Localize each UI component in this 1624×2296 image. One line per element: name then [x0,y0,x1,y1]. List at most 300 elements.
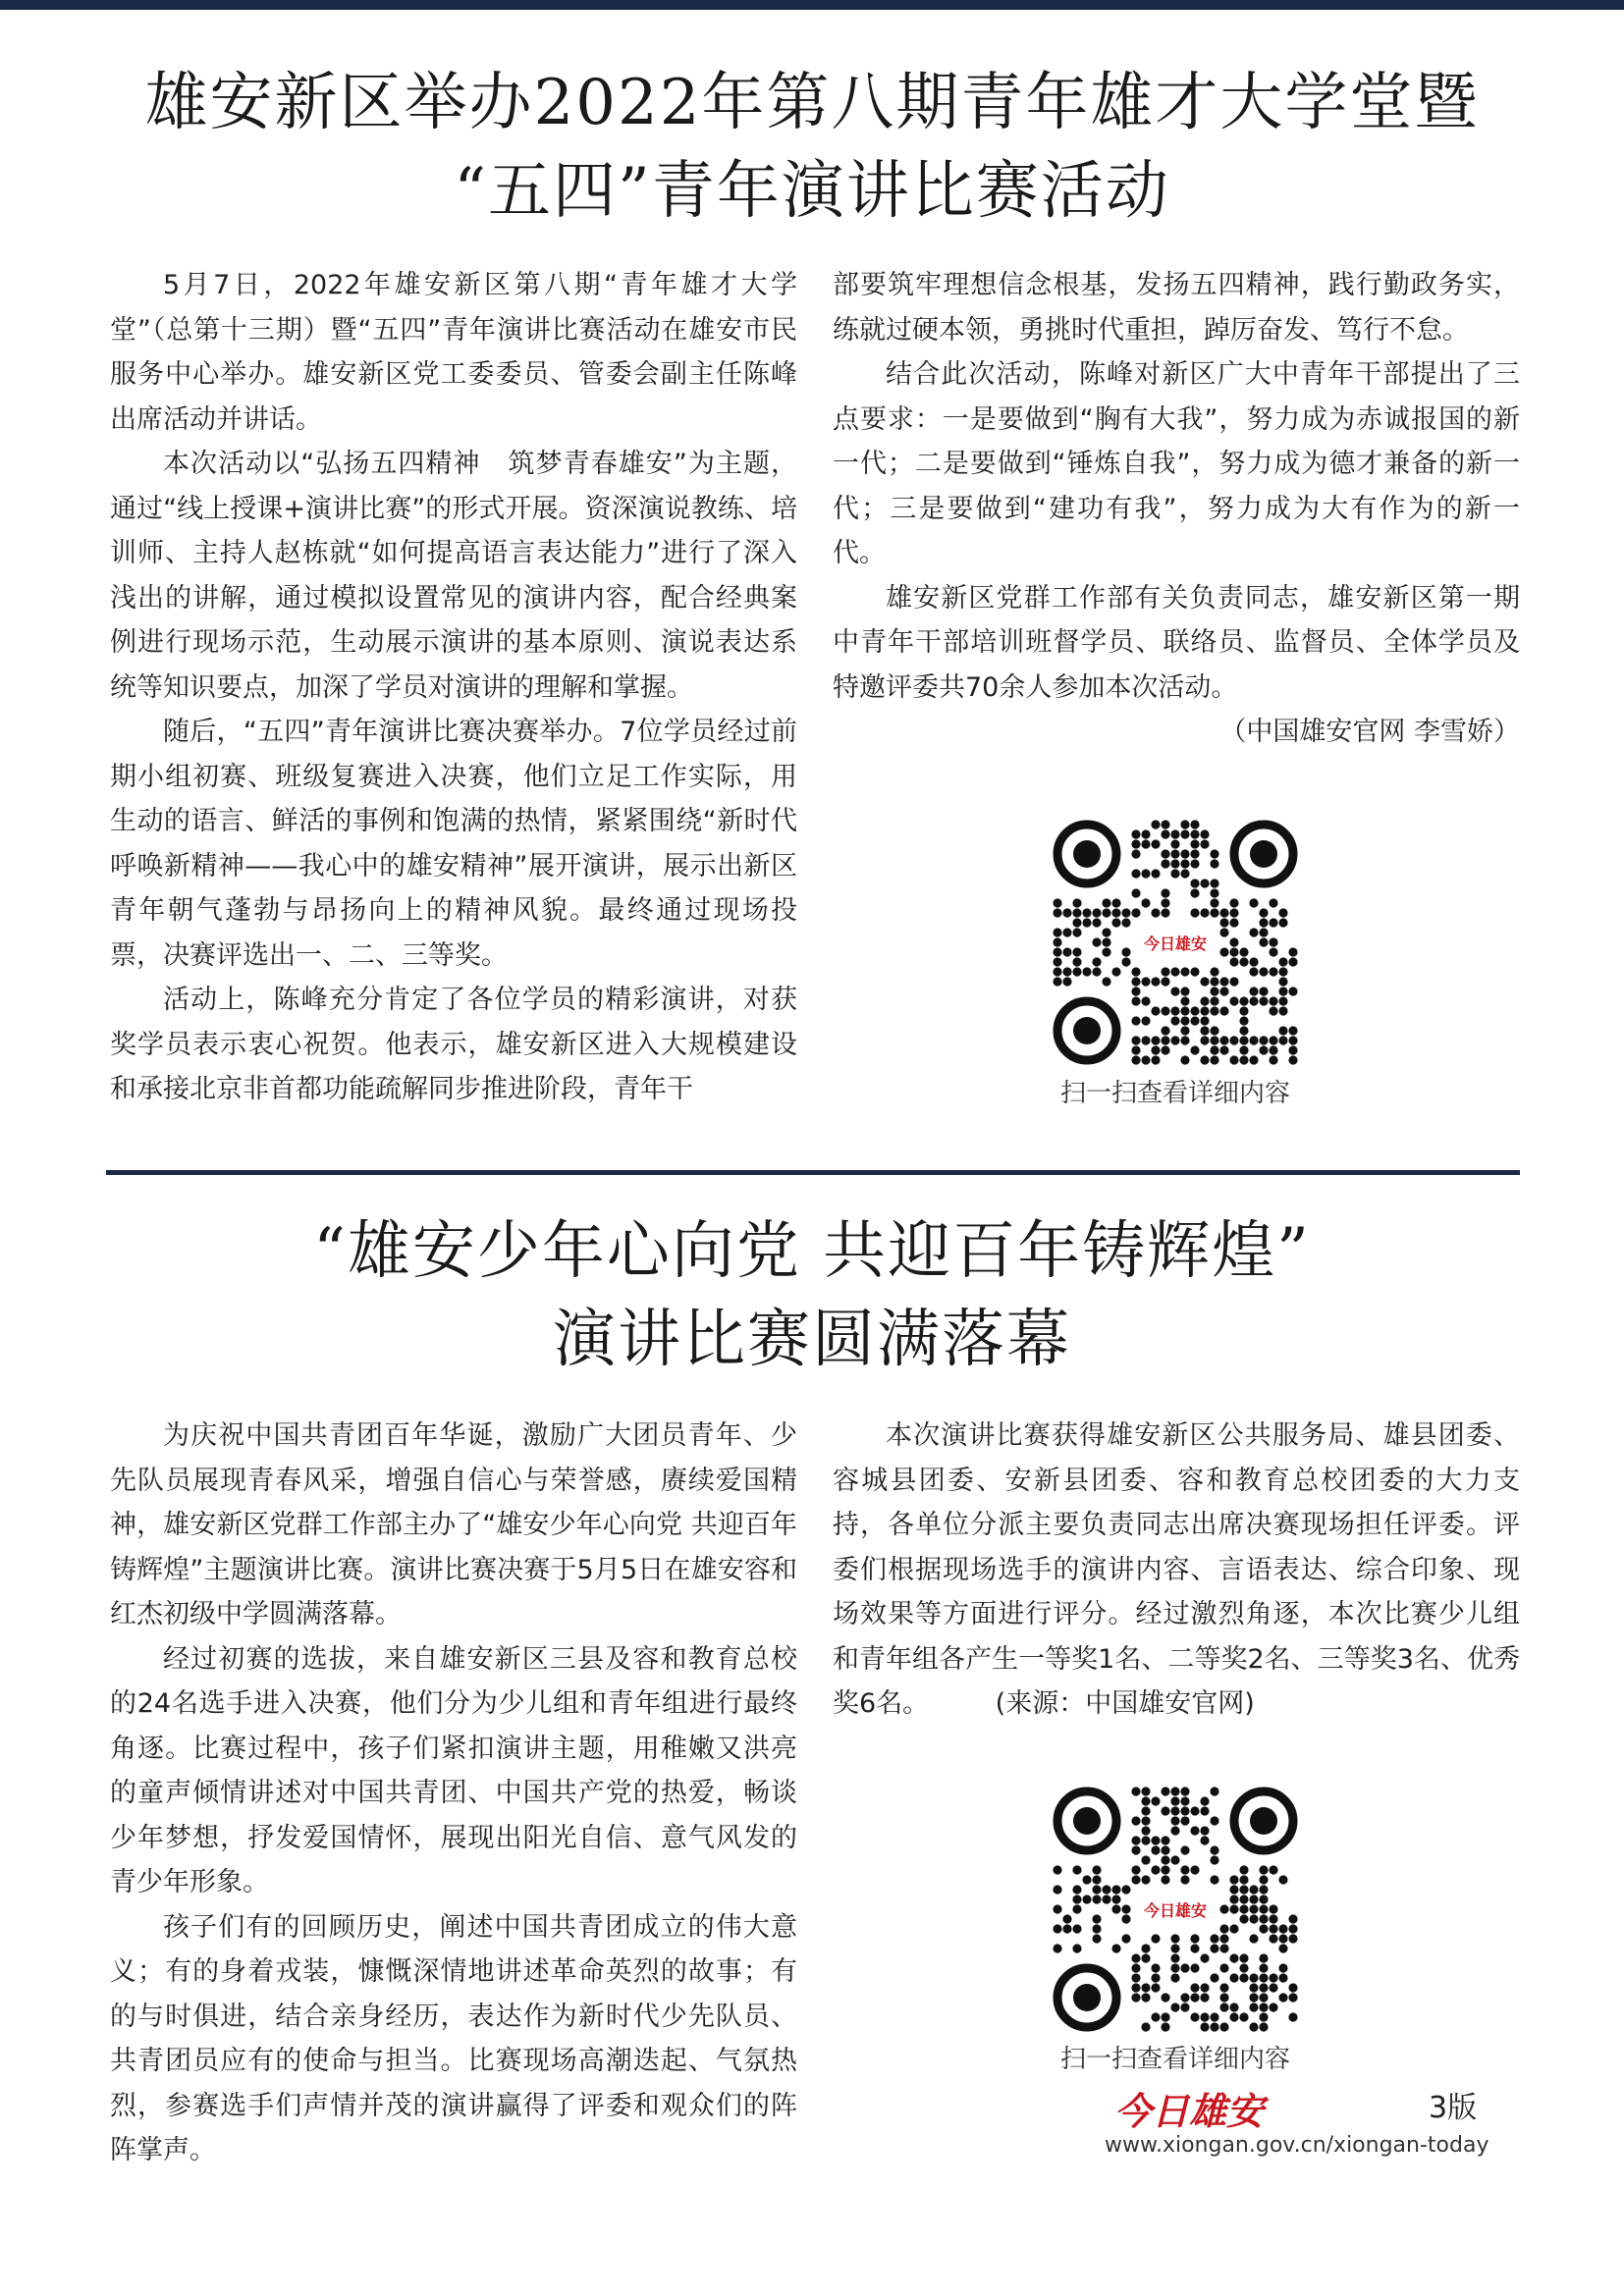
qr-module [1170,1016,1179,1025]
qr-module [1170,1953,1179,1962]
article2-title-line2: 演讲比赛圆满落幕 [553,1304,1071,1376]
qr-module [1092,967,1101,976]
qr-module [1053,1885,1061,1894]
qr-module [1053,967,1061,976]
qr-finder-center [1250,840,1277,868]
qr-module [1161,1026,1169,1035]
qr-module [1278,957,1287,966]
qr-module [1170,1934,1179,1943]
qr-module [1111,1885,1120,1894]
qr-module [1082,1875,1091,1884]
qr-module [1161,1865,1169,1874]
qr-module [1288,1934,1297,1943]
qr-module [1131,1055,1140,1064]
qr-finder-center [1250,1807,1277,1835]
qr-module [1062,977,1071,986]
qr-module [1288,1055,1297,1064]
qr-module [1259,1895,1268,1903]
qr-module [1082,918,1091,927]
qr-module [1170,1963,1179,1972]
qr-module [1141,1016,1150,1025]
qr-module [1082,967,1091,976]
qr-module [1131,1983,1140,1992]
qr-module [1210,996,1218,1005]
qr-finder-center [1073,1807,1101,1835]
qr-caption: 扫一扫查看详细内容 [1059,1079,1290,1108]
qr-module [1180,1787,1189,1795]
qr-module [1210,888,1218,897]
qr-module [1131,1045,1140,1054]
qr-module [1249,1895,1258,1903]
qr-module [1170,829,1179,838]
qr-module [1219,908,1228,917]
qr-module [1121,1885,1130,1894]
qr-module [1161,1036,1169,1044]
qr-module [1180,820,1189,828]
footer-url[interactable]: www.xiongan.gov.cn/xiongan-today [1105,2133,1489,2158]
qr-module [1180,2002,1189,2011]
qr-module [1278,977,1287,986]
qr-module [1092,1895,1101,1903]
qr-module [1131,977,1140,986]
qr-module [1180,1796,1189,1805]
article2-paragraph: 本次演讲比赛获得雄安新区公共服务局、雄县团委、容城县团委、安新县团委、容和教育总校团委的大力支持，各单位分派主要负责同志出席决赛现场担任评委。评委们根据现场选手的演讲内容、言语表达、综合印象、现场效果等方面进行评分。经过激烈角逐，本次比赛少儿组和青年组各产生一等奖1名、二等奖2名、三等奖3名、优秀奖6名。 (来源：中国雄安官网) [833,1420,1520,1719]
qr-module [1180,1875,1189,1884]
qr-module [1239,1885,1248,1894]
qr-module [1151,1973,1160,1982]
qr-module [1072,1904,1081,1913]
qr-module [1269,898,1277,907]
qr-module [1062,1914,1071,1923]
qr-module [1200,879,1209,887]
qr-module [1121,1934,1130,1943]
qr-module [1180,829,1189,838]
article1-source: （中国雄安官网 李雪娇） [1219,717,1520,747]
qr-module [1210,859,1218,868]
qr-module [1259,1045,1268,1054]
qr-module [1170,849,1179,858]
qr-module [1180,1055,1189,1064]
qr-module [1239,957,1248,966]
qr-logo-text: 今日雄安 [1143,1901,1208,1920]
qr-module [1053,898,1061,907]
qr-module [1229,957,1238,966]
qr-module [1141,1806,1150,1815]
qr-module [1229,1973,1238,1982]
qr-module [1249,928,1258,936]
qr-module [1210,2022,1218,2031]
qr-module [1180,1845,1189,1854]
qr-module [1239,996,1248,1005]
qr-module [1288,2012,1297,2021]
qr-module [1180,849,1189,858]
qr-module [1288,1983,1297,1992]
qr-module [1259,1983,1268,1992]
qr-module [1288,947,1297,956]
qr-module [1219,1963,1228,1972]
qr-module [1249,2002,1258,2011]
qr-module [1229,2002,1238,2011]
qr-module [1161,1787,1169,1795]
qr-module [1180,1816,1189,1825]
qr-module [1092,1934,1101,1943]
qr-module [1131,908,1140,917]
qr-module [1102,908,1110,917]
qr-module [1239,1006,1248,1015]
qr-module [1151,1836,1160,1844]
qr-module [1072,1865,1081,1874]
article1-paragraph: 5月7日，2022年雄安新区第八期“青年雄才大学堂”（总第十三期）暨“五四”青年演讲比赛活动在雄安市民服务中心举办。雄安新区党工委委员、管委会副主任陈峰出席活动并讲话。 [110,270,797,435]
qr-module [1161,1993,1169,2002]
qr-module [1239,1904,1248,1913]
qr-module [1151,1963,1160,1972]
qr-module [1053,1904,1061,1913]
qr-module [1278,1993,1287,2002]
qr-module [1072,928,1081,936]
qr-module [1102,1895,1110,1903]
qr-module [1269,1983,1277,1992]
qr-module [1229,937,1238,946]
qr-module [1259,1036,1268,1044]
article1-paragraph-continuation: 部要筑牢理想信念根基，发扬五四精神，践行勤政务实，练就过硬本领，勇挑时代重担，踔厉奋发、笃行不怠。 [833,270,1520,346]
article2-paragraph: 孩子们有的回顾历史，阐述中国共青团成立的伟大意义；有的身着戎装，慷慨深情地讲述革命英烈的故事；有的与时俱进，结合亲身经历，表达作为新时代少先队员、共青团员应有的使命与担当。比赛现场高潮迭起、气氛热烈，参赛选手们声情并茂的演讲赢得了评委和观众们的阵阵掌声。 [110,1911,797,2165]
qr-module [1190,859,1199,868]
qr-module [1151,1845,1160,1854]
qr-module [1229,1924,1238,1933]
qr-module [1219,2022,1228,2031]
qr-module [1161,898,1169,907]
qr-module [1200,839,1209,848]
qr-module [1180,1026,1189,1035]
qr-module [1200,1983,1209,1992]
qr-module [1200,977,1209,986]
qr-module [1259,928,1268,936]
qr-module [1053,928,1061,936]
qr-module [1269,1924,1277,1933]
qr-module [1111,1895,1120,1903]
qr-module [1190,849,1199,858]
qr-module [1229,1953,1238,1962]
qr-module [1161,1836,1169,1844]
qr-module [1269,1904,1277,1913]
qr-module [1190,908,1199,917]
qr-module [1219,1934,1228,1943]
qr-module [1219,2002,1228,2011]
qr-module [1092,1875,1101,1884]
qr-module [1249,1036,1258,1044]
qr-module [1131,1953,1140,1962]
qr-module [1210,898,1218,907]
qr-module [1229,1885,1238,1894]
qr-module [1180,869,1189,878]
qr-module [1249,1993,1258,2002]
qr-module [1239,1865,1248,1874]
qr-module [1190,879,1199,887]
qr-module [1170,1787,1179,1795]
qr-module [1269,937,1277,946]
qr-module [1278,1934,1287,1943]
qr-module [1259,1885,1268,1894]
qr-module [1200,2012,1209,2021]
qr-module [1210,1055,1218,1064]
qr-module [1141,1836,1150,1844]
qr-module [1131,1973,1140,1982]
qr-module [1062,967,1071,976]
qr-module [1131,1963,1140,1972]
article1-title-line2: “五四”青年演讲比赛活动 [454,155,1170,228]
qr-module [1131,987,1140,995]
qr-module [1180,1806,1189,1815]
qr-module [1161,1806,1169,1815]
qr-module [1229,1055,1238,1064]
qr-module [1131,1836,1140,1844]
qr-module [1131,1036,1140,1044]
qr-logo-text: 今日雄安 [1143,934,1208,953]
qr-module [1151,2012,1160,2021]
qr-module [1121,1904,1130,1913]
qr-module [1092,1924,1101,1933]
qr-module [1121,1914,1130,1923]
qr-module [1092,957,1101,966]
qr-module [1249,1885,1258,1894]
qr-module [1180,1865,1189,1874]
qr-module [1121,908,1130,917]
qr-module [1249,1914,1258,1923]
qr-module [1072,1885,1081,1894]
qr-module [1210,987,1218,995]
qr-module [1053,957,1061,966]
qr-module [1170,1806,1179,1815]
qr-module [1239,1055,1248,1064]
qr-module [1131,849,1140,858]
qr-module [1259,1914,1268,1923]
qr-module [1053,1865,1061,1874]
qr-module [1170,869,1179,878]
qr-module [1102,898,1110,907]
qr-module [1219,947,1228,956]
article1-right-column [833,263,1520,755]
qr-module [1200,829,1209,838]
qr-module [1259,996,1268,1005]
qr-module [1161,849,1169,858]
qr-module [1053,977,1061,986]
qr-code-icon[interactable] [1053,820,1298,1065]
qr-module [1219,1904,1228,1913]
qr-module [1151,1865,1160,1874]
qr-module [1219,1006,1228,1015]
qr-module [1111,918,1120,927]
qr-module [1269,2002,1277,2011]
qr-module [1092,918,1101,927]
qr-module [1190,1993,1199,2002]
qr-module [1249,967,1258,976]
qr-module [1190,888,1199,897]
article2-paragraph: 经过初赛的选拔，来自雄安新区三县及容和教育总校的24名选手进入决赛，他们分为少儿组和青年组进行最终角逐。比赛过程中，孩子们紧扣演讲主题，用稚嫩又洪亮的童声倾情讲述对中国共青团、中国共产党的热爱，畅谈少年梦想，抒发爱国情怀，展现出阳光自信、意气风发的青少年形象。 [110,1643,797,1897]
qr-finder-center [1073,840,1101,868]
qr-module [1259,908,1268,917]
qr-module [1131,888,1140,897]
qr-module [1161,1045,1169,1054]
qr-module [1269,1055,1277,1064]
qr-module [1190,829,1199,838]
qr-module [1219,987,1228,995]
qr-module [1200,1016,1209,1025]
qr-module [1170,839,1179,848]
qr-module [1239,1953,1248,1962]
footer-brand-logo: 今日雄安 [1114,2089,1265,2133]
qr-module [1121,957,1130,966]
qr-module [1269,996,1277,1005]
qr-module [1053,1924,1061,1933]
article1-title-line1: 雄安新区举办2022年第八期青年雄才大学堂暨 [144,67,1480,139]
qr-module [1170,1036,1179,1044]
qr-module [1141,977,1150,986]
qr-module [1288,1914,1297,1923]
qr-module [1170,859,1179,868]
qr-module [1269,1973,1277,1982]
qr-module [1102,947,1110,956]
qr-module [1082,908,1091,917]
qr-module [1151,908,1160,917]
qr-module [1200,1006,1209,1015]
qr-module [1239,1895,1248,1903]
qr-module [1259,1993,1268,2002]
qr-module [1249,1983,1258,1992]
qr-module [1161,908,1169,917]
qr-module [1239,2012,1248,2021]
qr-module [1072,947,1081,956]
qr-module [1161,2012,1169,2021]
qr-module [1278,967,1287,976]
qr-module [1219,1944,1228,1952]
qr-module [1180,1036,1189,1044]
qr-module [1239,1875,1248,1884]
qr-module [1151,820,1160,828]
qr-module [1278,1875,1287,1884]
qr-module [1229,918,1238,927]
qr-module [1288,1993,1297,2002]
qr-module [1141,1953,1150,1962]
article1-left-column [110,263,797,1112]
qr-module [1249,1934,1258,1943]
qr-module [1131,1845,1140,1854]
qr-module [1249,1973,1258,1982]
qr-module [1161,1855,1169,1864]
qr-module [1151,1006,1160,1015]
qr-module [1053,1944,1061,1952]
qr-module [1210,2012,1218,2021]
qr-module [1229,2012,1238,2021]
qr-module [1210,1973,1218,1982]
qr-module [1210,1944,1218,1952]
qr-module [1102,937,1110,946]
qr-module [1269,1036,1277,1044]
qr-module [1102,928,1110,936]
qr-module [1269,967,1277,976]
qr-module [1249,1904,1258,1913]
qr-module [1219,1036,1228,1044]
page-number: 3版 [1429,2091,1478,2125]
qr-module [1131,967,1140,976]
qr-module [1259,1875,1268,1884]
qr-module [1210,1036,1218,1044]
qr-module [1102,1885,1110,1894]
qr-module [1219,1045,1228,1054]
qr-module [1121,918,1130,927]
qr-module [1269,918,1277,927]
qr-module [1259,1963,1268,1972]
article1-paragraph: 结合此次活动，陈峰对新区广大中青年干部提出了三点要求：一是要做到“胸有大我”，努力成为赤诚报国的新一代；二是要做到“锤炼自我”，努力成为德才兼备的新一代；三是要做到“建功有我”，努力成为大有作为的新一代。 [833,359,1520,568]
qr-module [1151,1045,1160,1054]
qr-module [1259,937,1268,946]
qr-module [1229,898,1238,907]
qr-caption: 扫一扫查看详细内容 [1059,2045,1290,2074]
qr-module [1151,1796,1160,1805]
qr-module [1141,1855,1150,1864]
qr-module [1200,908,1209,917]
qr-module [1170,987,1179,995]
qr-module [1111,1904,1120,1913]
qr-module [1288,1036,1297,1044]
qr-module [1151,1036,1160,1044]
qr-module [1259,2002,1268,2011]
qr-module [1278,918,1287,927]
qr-module [1072,1924,1081,1933]
qr-module [1239,1036,1248,1044]
qr-module [1111,908,1120,917]
qr-module [1072,957,1081,966]
qr-module [1190,2012,1199,2021]
qr-module [1151,1055,1160,1064]
qr-module [1239,1026,1248,1035]
qr-module [1141,996,1150,1005]
qr-module [1210,1816,1218,1825]
article1-paragraph: 活动上，陈峰充分肯定了各位学员的精彩演讲，对获奖学员表示衷心祝贺。他表示，雄安新区进入大规模建设和承接北京非首都功能疏解同步推进阶段，青年干 [110,985,797,1104]
qr-module [1180,996,1189,1005]
qr-module [1151,1983,1160,1992]
qr-module [1278,1963,1287,1972]
qr-module [1219,918,1228,927]
qr-module [1288,987,1297,995]
qr-module [1131,1993,1140,2002]
qr-module [1190,1865,1199,1874]
qr-module [1249,957,1258,966]
qr-module [1151,839,1160,848]
qr-module [1278,1006,1287,1015]
qr-module [1229,908,1238,917]
qr-module [1092,1914,1101,1923]
qr-module [1062,908,1071,917]
qr-module [1210,1787,1218,1795]
qr-module [1219,1983,1228,1992]
qr-module [1141,1983,1150,1992]
qr-module [1151,977,1160,986]
section-divider [106,1170,1520,1175]
qr-module [1229,1904,1238,1913]
qr-module [1259,2022,1268,2031]
qr-module [1131,1865,1140,1874]
qr-module [1170,1816,1179,1825]
qr-module [1062,947,1071,956]
qr-module [1259,987,1268,995]
qr-module [1249,1055,1258,1064]
qr-module [1053,908,1061,917]
qr-code-icon[interactable] [1053,1787,1298,2032]
qr-module [1111,898,1120,907]
qr-module [1161,820,1169,828]
qr-module [1269,1045,1277,1054]
qr-module [1121,947,1130,956]
